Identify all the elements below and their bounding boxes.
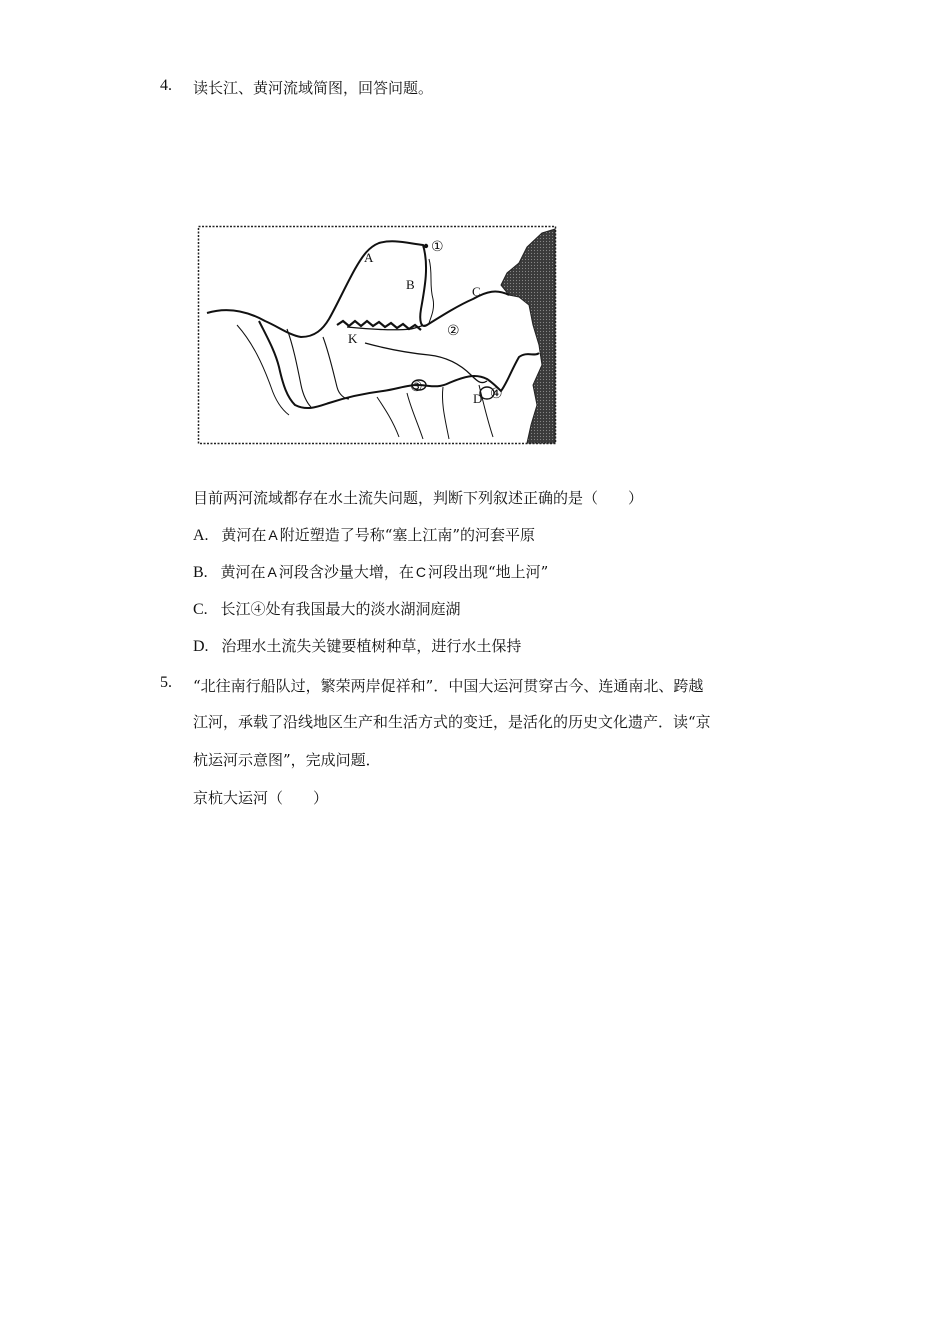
jinsha-tributary [237,325,289,415]
q4-option-b[interactable]: B. 黄河在 A 河段含沙量大增，在 C 河段出现“地上河” [193,563,549,581]
min-river [287,329,311,407]
yuan-river [377,397,399,437]
map-label-K: K [348,331,358,346]
q5-stem-line-1: “北往南行船队过，繁荣两岸促祥和”．中国大运河贯穿古今、连通南北、跨越 [193,677,704,695]
fen-river [429,259,434,323]
q4-number: 4. [160,77,172,94]
q4-option-c[interactable]: C. 长江④处有我国最大的淡水湖洞庭湖 [193,600,461,618]
q5-sub-question: 京杭大运河（ ） [193,789,329,807]
map-label-C: C [472,284,481,299]
map-label-3: ③ [410,379,423,395]
map-frame [199,227,556,444]
q4-stem: 读长江、黄河流域简图，回答问题。 [193,79,434,97]
river-basin-map [197,225,557,445]
q4-sub-question: 目前两河流域都存在水土流失问题，判断下列叙述正确的是（ ） [193,489,644,507]
map-label-B: B [406,277,415,292]
jialing-river [323,337,349,399]
qinling-mountains [337,321,421,330]
map-label-4: ④ [490,386,503,402]
map-label-D: D [473,391,483,406]
map-label-2: ② [447,323,460,339]
map-label-1: ① [431,239,444,255]
wu-river [407,393,423,439]
xiang-river [442,387,449,439]
q5-stem-line-3: 杭运河示意图”，完成问题． [193,751,381,769]
q4-option-a[interactable]: A. 黄河在 A 附近塑造了号称“塞上江南”的河套平原 [193,526,536,544]
q4-option-d[interactable]: D. 治理水土流失关键要植树种草，进行水土保持 [193,637,522,655]
q5-number: 5. [160,674,172,691]
sea-area [501,229,555,443]
q5-stem-line-2: 江河，承载了沿线地区生产和生活方式的变迁，是活化的历史文化遗产．读“京 [193,713,711,731]
map-label-A: A [364,250,374,265]
point-1-dot [424,244,428,248]
